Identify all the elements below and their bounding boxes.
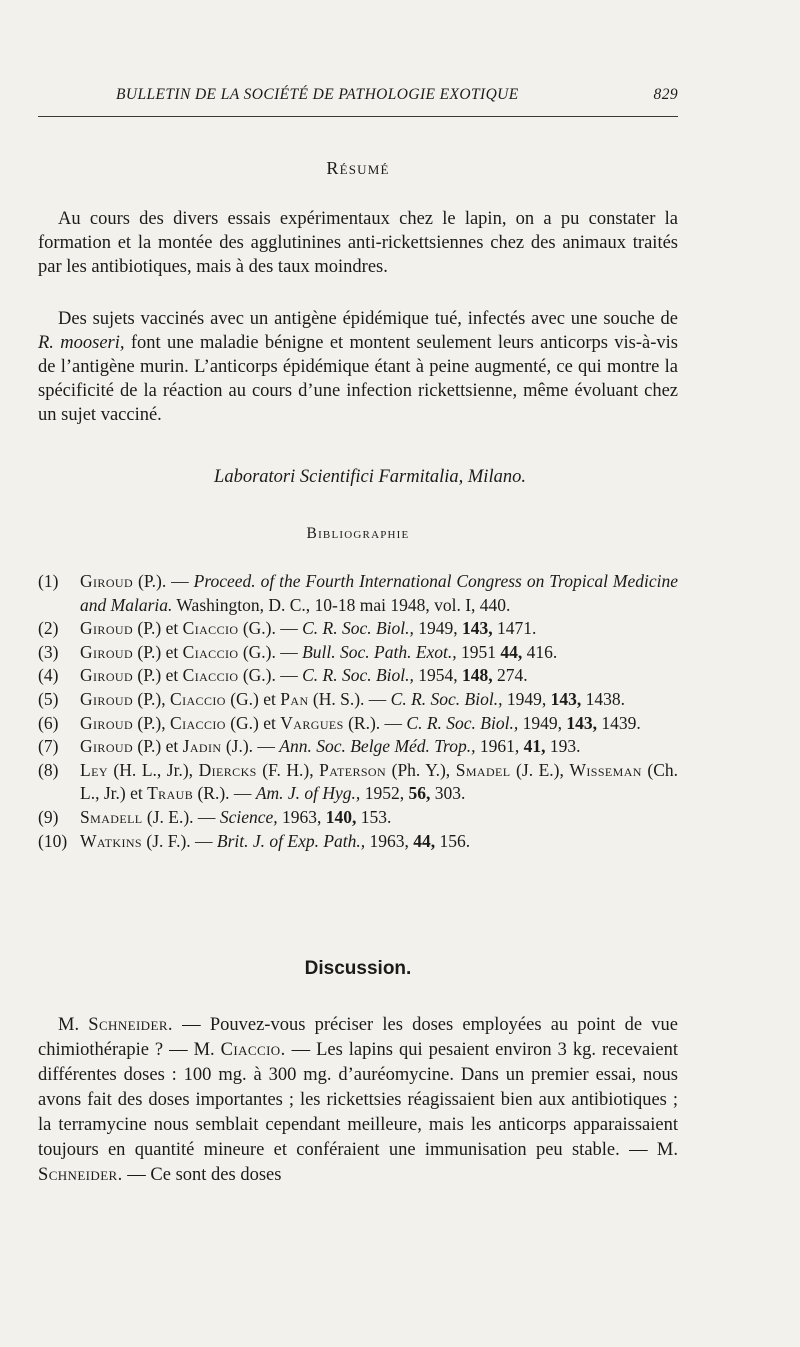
journal: Proceed. of the Fourth International Congress on Tropical Medicine and Malaria. — [80, 571, 679, 615]
reference-item — [38, 735, 678, 759]
ref-text: (J.). — — [221, 736, 280, 757]
ref-text: Washington, D. C., 10-18 mai 1948, vol. I, 440. — [172, 594, 511, 615]
author: Giroud — [80, 641, 134, 662]
reference-text — [80, 688, 678, 712]
author: Pan — [280, 688, 309, 709]
ref-text: (P.) et — [133, 665, 183, 686]
ref-text: (R.). — — [193, 783, 256, 804]
ref-text: (J. E.). — — [142, 806, 220, 827]
species-name: R. mooseri, — [38, 333, 125, 353]
author: Watkins — [80, 830, 142, 851]
reference-text — [80, 712, 678, 736]
volume: 56, — [408, 783, 431, 804]
reference-text — [80, 830, 678, 854]
reference-item — [38, 712, 678, 736]
ref-text: 1951 — [456, 641, 501, 662]
ref-text: 1949, — [502, 688, 551, 709]
reference-text — [80, 759, 678, 806]
ref-text: (R.). — — [343, 712, 407, 733]
author: Ciaccio — [170, 688, 226, 709]
ref-text: 1438. — [581, 688, 625, 709]
resume-paragraph-1: Au cours des divers essais expérimentaux chez le lapin, on a pu constater la formation et la montée des agglutinines anti-rickettsiennes chez des animaux traités par les antibiotiques, mais à des taux moindres. — [38, 209, 678, 277]
reference-number: (7) — [38, 736, 59, 757]
ref-text: (P.) et — [133, 618, 183, 639]
ref-text: 156. — [435, 830, 471, 851]
ref-text: (P.) et — [133, 641, 183, 662]
author: Ciaccio — [182, 641, 239, 662]
journal: Science, — [219, 806, 278, 827]
ref-text: (J. F.). — — [142, 830, 217, 851]
reference-item — [38, 570, 678, 617]
ref-text: 1963, — [365, 830, 414, 851]
author: Wisseman — [569, 759, 642, 780]
ref-text: (G.) et — [225, 712, 281, 733]
discussion-text: — Pouvez-vous préciser les doses employées au point de vue chimiothérapie ? — M. — [38, 1015, 678, 1060]
ref-text: 1471. — [492, 618, 537, 639]
reference-number: (6) — [38, 712, 59, 733]
discussion-paragraph — [38, 1013, 678, 1188]
reference-item — [38, 830, 678, 854]
volume: 44, — [413, 830, 436, 851]
resume-paragraph-2 — [38, 307, 678, 427]
author: Ciaccio — [182, 665, 239, 686]
reference-text — [80, 617, 678, 641]
reference-number: (4) — [38, 665, 59, 686]
ref-text: (G.). — — [238, 618, 303, 639]
reference-item — [38, 664, 678, 688]
discussion-text: — Les lapins qui pesaient environ 3 kg. recevaient différentes doses : 100 mg. à 300 mg. d’auréomycine. Dans un premier essai, nous avons fait des doses importantes ; les rickettsies réagissaient bien aux antibiotiques ; la terramycine nous semblait cependant meilleure, mais les anticorps apparaissaient toujours en quantité mineure et conféraient une immunisation peu stable. — M. — [38, 1040, 678, 1160]
reference-text — [80, 735, 678, 759]
discussion-title: Discussion. — [304, 958, 412, 979]
ref-text: 193. — [545, 736, 581, 757]
ref-text: 1954, — [413, 665, 463, 686]
reference-number: (2) — [38, 618, 59, 639]
bibliography-title: Bibliographie — [306, 525, 410, 542]
ref-text: 303. — [430, 783, 466, 804]
journal: Brit. J. of Exp. Path., — [216, 830, 366, 851]
ref-text: 153. — [356, 806, 392, 827]
author: Traub — [147, 783, 194, 804]
speaker-name: Schneider. — [38, 1165, 123, 1185]
journal-title: BULLETIN DE LA SOCIÉTÉ DE PATHOLOGIE EXOTIQUE — [116, 86, 519, 103]
ref-text: (P.) et — [133, 736, 183, 757]
reference-item — [38, 641, 678, 665]
volume: 148, — [462, 665, 493, 686]
ref-text: (Ch. L., Jr.) et — [80, 759, 679, 804]
author: Giroud — [80, 688, 134, 709]
resume-paragraph-2-text-a: Des sujets vaccinés avec un antigène épidémique tué, infectés avec une souche de — [58, 309, 678, 329]
author: Giroud — [80, 665, 134, 686]
author: Jadin — [182, 736, 222, 757]
reference-number: (9) — [38, 806, 59, 827]
ref-text: 1949, — [413, 618, 463, 639]
ref-text: 416. — [522, 641, 558, 662]
ref-text: 274. — [492, 665, 528, 686]
volume: 143, — [462, 618, 493, 639]
author: Ciaccio — [182, 618, 239, 639]
ref-text: 1961, — [475, 736, 524, 757]
author: Vargues — [280, 712, 344, 733]
ref-text: (Ph. Y.), — [386, 759, 456, 780]
reference-list — [38, 570, 678, 853]
journal: C. R. Soc. Biol., — [302, 618, 414, 639]
volume: 143, — [566, 712, 597, 733]
author: Smadel — [455, 759, 511, 780]
speaker-name: Schneider. — [88, 1015, 173, 1035]
speaker-name: Ciaccio. — [220, 1040, 286, 1060]
author: Giroud — [80, 712, 134, 733]
journal: C. R. Soc. Biol., — [406, 712, 519, 733]
ref-text: (G.) et — [225, 688, 281, 709]
ref-text: (H. S.). — — [308, 688, 391, 709]
running-header — [38, 86, 678, 104]
reference-text — [80, 664, 678, 688]
page-number: 829 — [653, 86, 678, 103]
author: Smadell — [80, 806, 143, 827]
author: Giroud — [80, 736, 134, 757]
discussion-text: M. — [58, 1015, 89, 1035]
author: Ciaccio — [170, 712, 226, 733]
reference-text — [80, 570, 678, 617]
journal: Am. J. of Hyg., — [255, 783, 361, 804]
author: Ley — [80, 759, 108, 780]
ref-text: (P.), — [133, 688, 170, 709]
reference-item — [38, 759, 678, 806]
reference-item — [38, 617, 678, 641]
ref-text: 1952, — [360, 783, 409, 804]
volume: 143, — [550, 688, 582, 709]
ref-text: (F. H.), — [256, 759, 320, 780]
reference-text — [80, 806, 678, 830]
ref-text: (G.). — — [238, 665, 303, 686]
journal: Ann. Soc. Belge Méd. Trop., — [279, 736, 476, 757]
reference-text — [80, 641, 678, 665]
header-rule — [38, 116, 678, 117]
discussion-text: — Ce sont des doses — [122, 1165, 282, 1185]
author: Giroud — [80, 618, 134, 639]
volume: 41, — [523, 736, 546, 757]
author: Giroud — [80, 571, 134, 591]
reference-number: (5) — [38, 688, 59, 709]
reference-item — [38, 688, 678, 712]
resume-title: Résumé — [326, 158, 390, 178]
ref-text: (P.). — — [133, 571, 194, 591]
ref-text: (J. E.), — [510, 759, 570, 780]
ref-text: 1439. — [596, 712, 641, 733]
journal: Bull. Soc. Path. Exot., — [302, 641, 457, 662]
journal: C. R. Soc. Biol., — [390, 688, 503, 709]
ref-text: 1963, — [277, 806, 326, 827]
reference-number: (1) — [38, 571, 59, 591]
ref-text: (P.), — [133, 712, 170, 733]
journal: C. R. Soc. Biol., — [302, 665, 414, 686]
reference-number: (10) — [38, 830, 68, 851]
author: Diercks — [198, 759, 257, 780]
reference-item — [38, 806, 678, 830]
reference-number: (3) — [38, 641, 59, 662]
resume-paragraph-2-text-b: font une maladie bénigne et montent seulement leurs anticorps vis-à-vis de l’antigène murin. L’anticorps épidémique étant à peine augmenté, ce qui montre la spécificité de la réaction au cours d’une infection rickettsienne, même évoluant chez un sujet vacciné. — [38, 333, 678, 425]
volume: 44, — [500, 641, 523, 662]
ref-text: (H. L., Jr.), — [107, 759, 199, 780]
ref-text: (G.). — — [238, 641, 303, 662]
reference-number: (8) — [38, 759, 59, 780]
volume: 140, — [325, 806, 357, 827]
author: Paterson — [319, 759, 387, 780]
ref-text: 1949, — [518, 712, 567, 733]
affiliation: Laboratori Scientifici Farmitalia, Milano. — [214, 467, 526, 487]
